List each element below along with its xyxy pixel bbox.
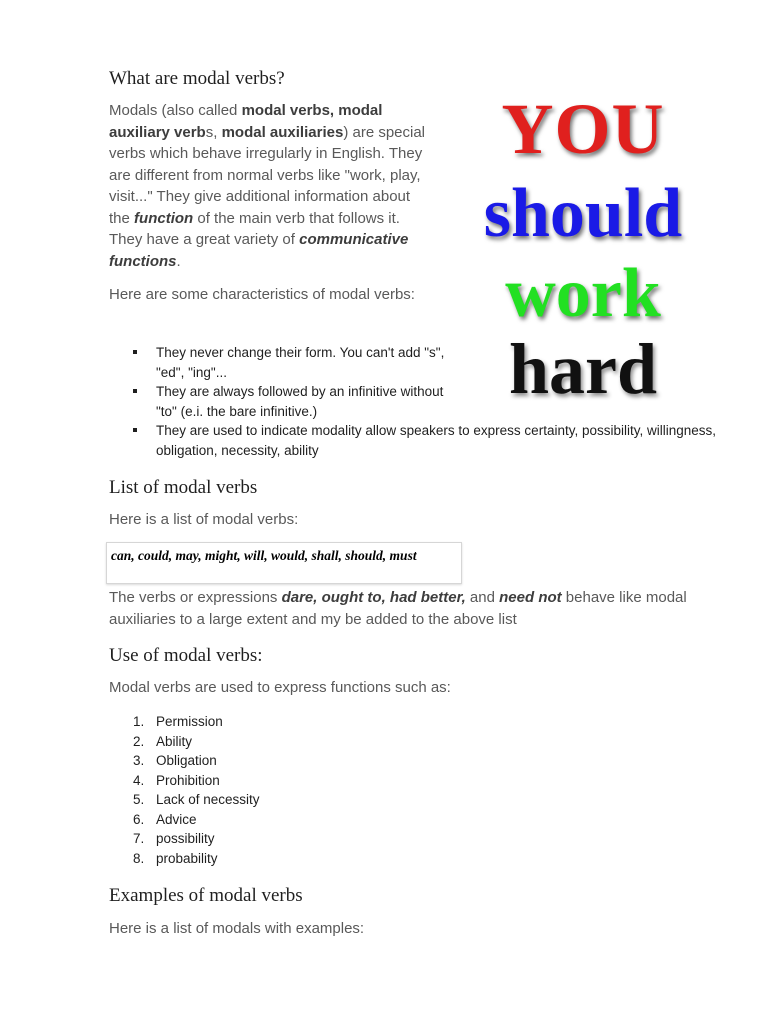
expr-emph-need-not: need not [499, 589, 562, 606]
intro-text-1: Modals (also called [109, 102, 242, 119]
heading-examples-of-modal-verbs: Examples of modal verbs [109, 885, 303, 906]
intro-text-4: of the main verb that follows it. They have a great variety of [109, 209, 400, 248]
list-item [109, 732, 260, 752]
list-number: 3. [133, 753, 145, 768]
list-number: 2. [133, 733, 145, 749]
list-item [109, 771, 260, 791]
list-item [109, 751, 260, 771]
poster-word-should: should [483, 175, 683, 252]
list-item [109, 712, 260, 732]
list-item: They are used to indicate modality allow speakers to express certainty, possibility, willingness, obligation, necessity, ability [109, 421, 729, 460]
list-item [109, 790, 260, 810]
intro-text-5: . [176, 252, 181, 270]
characteristics-intro: Here are some characteristics of modal verbs: [109, 286, 415, 303]
heading-what-are-modal-verbs: What are modal verbs? [109, 68, 285, 89]
heading-use-of-modal-verbs: Use of modal verbs: [109, 645, 263, 666]
intro-bold-modal-auxiliaries: modal auxiliaries [221, 123, 344, 141]
list-label: Ability [156, 733, 193, 749]
list-label: Lack of necessity [156, 792, 260, 807]
list-number: 6. [133, 811, 145, 827]
list-item [109, 810, 260, 830]
expr-emph-dare: dare, ought to, had better, [281, 589, 466, 606]
list-number: 7. [133, 831, 145, 846]
intro-paragraph [109, 100, 429, 272]
expr-text-1: The verbs or expressions [109, 589, 282, 606]
expr-text-2: and [465, 589, 500, 606]
list-label: Advice [156, 811, 197, 827]
poster-word-hard: hard [508, 329, 658, 409]
intro-text-3: ) are special verbs which behave irregularly in English. They are different from normal verbs like "work, play, visit..." They give additional information about the [109, 123, 426, 227]
list-item: They are always followed by an infinitive without "to" (e.i. the bare infinitive.) [109, 382, 446, 421]
intro-bold-modal-verbs: modal verbs, modal auxiliary verb [109, 102, 383, 141]
poster-word-you: YOU [501, 89, 665, 169]
list-label: Prohibition [156, 772, 220, 788]
list-label: possibility [156, 831, 215, 846]
list-item [109, 829, 260, 849]
list-label: Obligation [156, 753, 217, 768]
use-intro: Modal verbs are used to express functions such as: [109, 679, 451, 696]
list-number: 5. [133, 792, 145, 807]
list-number: 8. [133, 850, 145, 866]
list-item [109, 849, 260, 869]
expressions-paragraph [109, 587, 719, 630]
list-intro: Here is a list of modal verbs: [109, 511, 299, 528]
intro-emph-function: function [134, 209, 194, 227]
functions-list [109, 712, 260, 868]
heading-list-of-modal-verbs: List of modal verbs [109, 477, 258, 498]
list-label: probability [156, 850, 218, 866]
motivational-poster [446, 88, 720, 418]
expr-text-3: behave like modal auxiliaries to a large extent and my be added to the above list [109, 589, 687, 628]
intro-text-2: s, [205, 123, 222, 141]
intro-emph-communicative-functions: communicative functions [109, 231, 409, 270]
examples-intro: Here is a list of modals with examples: [109, 920, 365, 937]
list-label: Permission [156, 714, 223, 729]
list-number: 1. [133, 714, 145, 729]
list-number: 4. [133, 772, 145, 788]
modal-verbs-box: can, could, may, might, will, would, shall, should, must [106, 542, 462, 584]
poster-word-work: work [505, 255, 661, 332]
list-item: They never change their form. You can't add "s", "ed", "ing"... [109, 343, 446, 382]
